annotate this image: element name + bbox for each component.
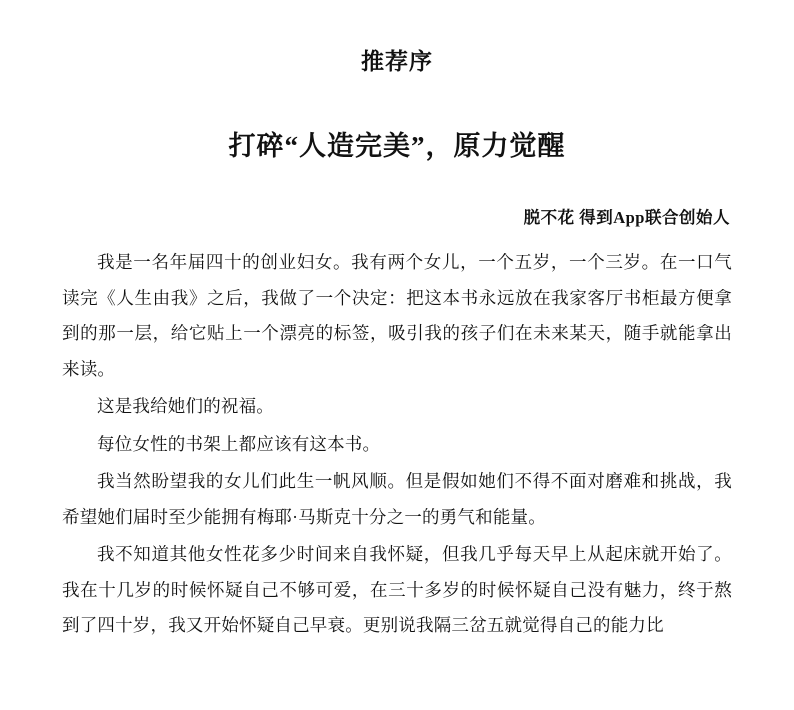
paragraph: 我是一名年届四十的创业妇女。我有两个女儿，一个五岁，一个三岁。在一口气读完《人生由我》之后，我做了一个决定：把这本书永远放在我家客厅书柜最方便拿到的那一层，给它贴上一个漂亮的标签，吸引我的孩子们在未来某天，随手就能拿出来读。 (62, 251, 732, 379)
body-text (62, 228, 732, 644)
paragraph: 每位女性的书架上都应该有这本书。 (97, 433, 381, 454)
paragraph: 我当然盼望我的女儿们此生一帆风顺。但是假如她们不得不面对磨难和挑战，我希望她们届时至少能拥有梅耶·马斯克十分之一的勇气和能量。 (62, 471, 732, 527)
page-subtitle: 打碎“人造完美”，原力觉醒 (228, 130, 566, 161)
paragraph: 这是我给她们的祝福。 (97, 396, 274, 417)
paragraph: 我不知道其他女性花多少时间来自我怀疑，但我几乎每天早上从起床就开始了。我在十几岁的时候怀疑自己不够可爱，在三十多岁的时候怀疑自己没有魅力，终于熬到了四十岁，我又开始怀疑自己早衰。更别说我隔三岔五就觉得自己的能力比 (62, 544, 732, 636)
page-title: 推荐序 (361, 49, 433, 74)
author-byline: 脱不花 得到App联合创始人 (523, 207, 730, 227)
